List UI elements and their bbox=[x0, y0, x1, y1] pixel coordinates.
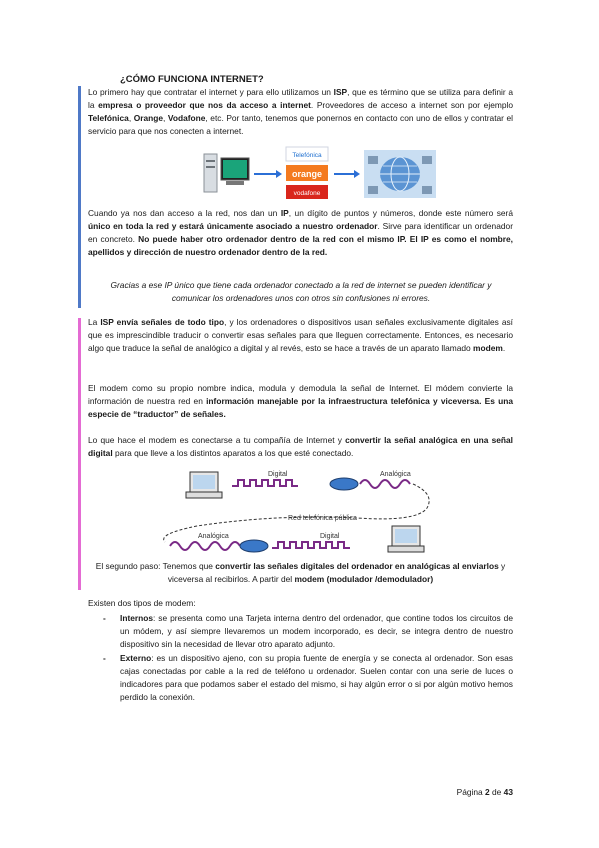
telefonica-logo bbox=[286, 147, 328, 161]
vodafone-logo bbox=[286, 185, 328, 199]
pink-margin-bar bbox=[78, 318, 81, 590]
svg-text:Analógica: Analógica bbox=[198, 533, 229, 540]
modem-types-list bbox=[100, 612, 513, 705]
arrow-icon bbox=[254, 170, 282, 178]
paragraph-modem-function: Lo que hace el modem es conectarse a tu compañía de Internet y convertir la señal analógica en una señal digital para que lleve a los distintos aparatos a los que esté conectado. bbox=[88, 435, 513, 458]
paragraph-isp: Lo primero hay que contratar el internet y para ello utilizamos un ISP, que es término que se utiliza para definir a la empresa o proveedor que nos da acceso a internet. Proveedores de acceso a internet son por ejemplo Telefónica, Orange, Vodafone, etc. Por tanto, tenemos que ponernos en contacto con uno de ellos y contratar el servicio para que nos conecten a internet. bbox=[88, 87, 514, 136]
paragraph-modem: El modem como su propio nombre indica, modula y demodula la señal de Internet. El módem convierte la información de nuestra red en información manejable por la infraestructura telefónica y viceversa. Es una especie de “traductor” de señales. bbox=[88, 383, 513, 419]
svg-text:Analógica: Analógica bbox=[380, 471, 411, 478]
analog-signal-bottom bbox=[170, 542, 240, 550]
internet-globe-icon bbox=[364, 150, 436, 198]
svg-text:vodafone: vodafone bbox=[293, 190, 321, 197]
paragraph-ip: Cuando ya nos dan acceso a la red, nos dan un IP, un dígito de puntos y números, donde este número será único en toda la red y estará únicamente asociado a nuestro ordenador. Sirve para identificar un ordenador en concreto. No puede haber otro ordenador dentro de la red con el mismo IP. El IP es como el nombre, apellidos y dirección de nuestro ordenador dentro de la red. bbox=[88, 208, 513, 257]
orange-logo bbox=[286, 165, 328, 181]
desktop-computer-icon bbox=[204, 154, 249, 192]
blue-margin-bar bbox=[78, 86, 81, 308]
italic-note: Gracias a ese IP único que tiene cada ordenador conectado a la red de internet se pueden identificar y comunicar los ordenadores unos con otros sin confusiones ni errores. bbox=[110, 280, 492, 303]
digital-signal-bottom bbox=[272, 542, 350, 548]
modem-icon-bottom bbox=[240, 540, 268, 552]
svg-text:Digital: Digital bbox=[268, 471, 288, 478]
isp-illustration bbox=[200, 146, 440, 202]
types-intro: Existen dos tipos de modem: bbox=[88, 598, 196, 608]
computer-icon-top bbox=[186, 472, 222, 498]
page-number: Página 2 de 43 bbox=[456, 787, 513, 797]
digital-signal-top bbox=[232, 480, 298, 486]
paragraph-signals: La ISP envía señales de todo tipo, y los ordenadores o dispositivos usan señales exclusivamente digitales así que es imprescindible traducir o convertir esas señales para que lleguen correctamente. Entonces, es necesario algo que traduce la señal de analógico a digital y al revés, esto se hace a través de un aparato llamado modem. bbox=[88, 317, 513, 353]
svg-text:Telefónica: Telefónica bbox=[292, 152, 322, 159]
analog-signal-top bbox=[360, 480, 410, 488]
list-item: - Internos: se presenta como una Tarjeta interna dentro del ordenador, que contine todos los circuitos de un módem, y así siempre llevaremos un modem incorporado, es decir, se integra dentro de nuestro dispositivo sin la necesidad de llevar otro aparato adjunto. bbox=[103, 613, 513, 649]
modem-diagram bbox=[148, 464, 448, 560]
svg-text:Red telefónica pública: Red telefónica pública bbox=[288, 515, 357, 522]
arrow-icon bbox=[334, 170, 360, 178]
svg-text:orange: orange bbox=[291, 169, 323, 179]
paragraph-second-step: El segundo paso: Tenemos que convertir las señales digitales del ordenador en analógicas al enviarlos y viceversa al recibirlos. A partir del modem (modulador /demodulador) bbox=[95, 561, 506, 584]
computer-icon-bottom bbox=[388, 526, 424, 552]
svg-text:Digital: Digital bbox=[320, 533, 340, 540]
page-title: ¿CÓMO FUNCIONA INTERNET? bbox=[120, 74, 264, 85]
modem-icon-top bbox=[330, 478, 358, 490]
list-item: - Externo: es un dispositivo ajeno, con su propia fuente de energía y se conecta al ordenador. Son esas cajas conectadas por cable a la red de teléfono u ordenador. Suelen contar con una serie de luces o indicadores para que podamos saber el estado del mismo, si hay algún error o si por algún motivo hemos perdido la conexión. bbox=[103, 653, 513, 702]
